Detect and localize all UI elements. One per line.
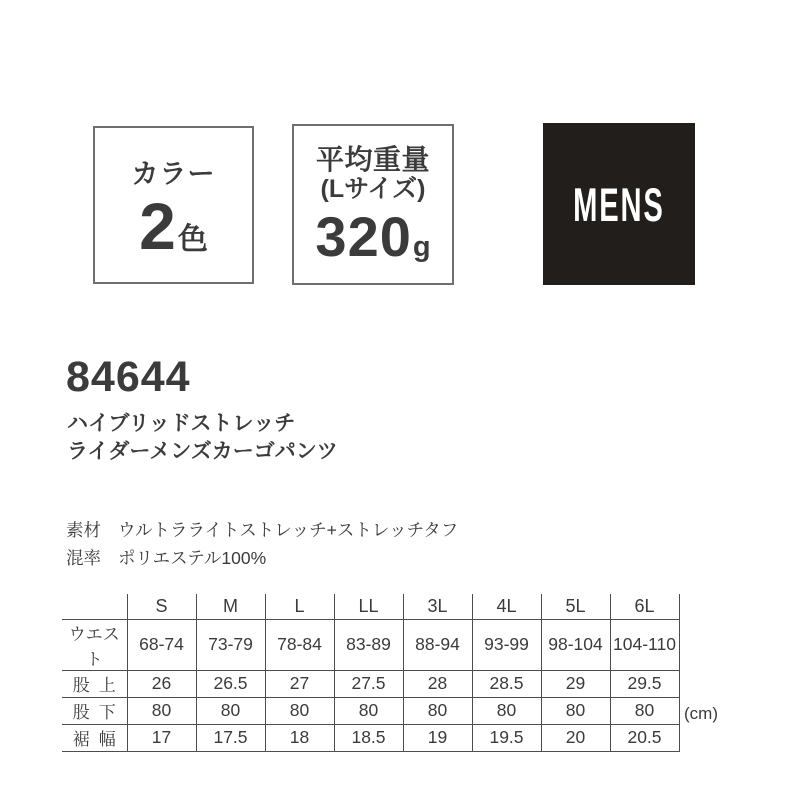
- waist-value: 98-104: [541, 619, 610, 670]
- waist-value: 104-110: [610, 619, 679, 670]
- weight-value-row: [315, 205, 431, 269]
- color-badge-label: カラー: [131, 158, 216, 189]
- row-label-inseam: 股下: [62, 697, 127, 724]
- hem-width-value: 20: [541, 724, 610, 751]
- inseam-value: 80: [196, 697, 265, 724]
- hem-width-value: 18: [265, 724, 334, 751]
- rise-value: 28.5: [472, 670, 541, 697]
- product-name-line-2: ライダーメンズカーゴパンツ: [67, 440, 338, 463]
- rise-value: 27.5: [334, 670, 403, 697]
- size-table-wrap: [62, 594, 680, 752]
- rise-value: 27: [265, 670, 334, 697]
- waist-value: 73-79: [196, 619, 265, 670]
- size-table-header-row: [62, 594, 679, 619]
- size-col-header-m: M: [196, 594, 265, 619]
- row-label-rise: 股上: [62, 670, 127, 697]
- table-row-waist: [62, 619, 679, 670]
- hem-width-value: 18.5: [334, 724, 403, 751]
- rise-value: 28: [403, 670, 472, 697]
- weight-badge-label: 平均重量: [315, 143, 430, 175]
- product-number: 84644: [66, 353, 191, 401]
- material-row: [66, 517, 458, 545]
- waist-value: 88-94: [403, 619, 472, 670]
- average-weight-badge: [292, 124, 454, 285]
- material-label: 素材: [66, 520, 101, 540]
- rise-value: 29.5: [610, 670, 679, 697]
- blend-label: 混率: [66, 547, 101, 568]
- color-count-row: [139, 188, 208, 263]
- color-count-value: 2: [139, 188, 176, 263]
- row-label-hem-width: 裾幅: [62, 724, 127, 751]
- size-col-header-ll: LL: [334, 594, 403, 619]
- table-row-inseam: [62, 697, 679, 724]
- product-name-line-1: ハイブリッドストレッチ: [67, 412, 296, 435]
- blend-row: [66, 545, 458, 573]
- waist-value: 93-99: [472, 619, 541, 670]
- weight-badge-size-note: (Lサイズ): [320, 174, 426, 203]
- weight-value: 320: [315, 205, 412, 269]
- color-count-badge: [93, 126, 254, 284]
- waist-value: 78-84: [265, 619, 334, 670]
- rise-value: 29: [541, 670, 610, 697]
- material-specs: [66, 517, 458, 572]
- inseam-value: 80: [541, 697, 610, 724]
- hem-width-value: 19.5: [472, 724, 541, 751]
- blend-value: ポリエステル100%: [118, 547, 267, 568]
- hem-width-value: 17: [127, 724, 196, 751]
- hem-width-value: 19: [403, 724, 472, 751]
- inseam-value: 80: [334, 697, 403, 724]
- size-table: [62, 594, 680, 752]
- waist-value: 68-74: [127, 619, 196, 670]
- size-col-header-5l: 5L: [541, 594, 610, 619]
- mens-badge-label: MENS: [573, 177, 665, 231]
- hem-width-value: 17.5: [196, 724, 265, 751]
- size-col-header-s: S: [127, 594, 196, 619]
- product-name: [67, 410, 338, 466]
- rise-value: 26: [127, 670, 196, 697]
- inseam-value: 80: [610, 697, 679, 724]
- size-col-header-l: L: [265, 594, 334, 619]
- color-count-unit: 色: [177, 222, 208, 256]
- material-value: ウルトラライトストレッチ+ストレッチタフ: [118, 520, 459, 540]
- inseam-value: 80: [265, 697, 334, 724]
- weight-unit: g: [412, 231, 431, 264]
- rise-value: 26.5: [196, 670, 265, 697]
- size-col-header-3l: 3L: [403, 594, 472, 619]
- size-col-header-4l: 4L: [472, 594, 541, 619]
- size-table-unit: (cm): [684, 704, 718, 723]
- mens-badge: [543, 123, 695, 285]
- size-table-corner-cell: [62, 594, 127, 619]
- inseam-value: 80: [403, 697, 472, 724]
- size-col-header-6l: 6L: [610, 594, 679, 619]
- table-row-rise: [62, 670, 679, 697]
- inseam-value: 80: [472, 697, 541, 724]
- hem-width-value: 20.5: [610, 724, 679, 751]
- table-row-hem-width: [62, 724, 679, 751]
- row-label-waist: ウエスト: [62, 619, 127, 670]
- inseam-value: 80: [127, 697, 196, 724]
- waist-value: 83-89: [334, 619, 403, 670]
